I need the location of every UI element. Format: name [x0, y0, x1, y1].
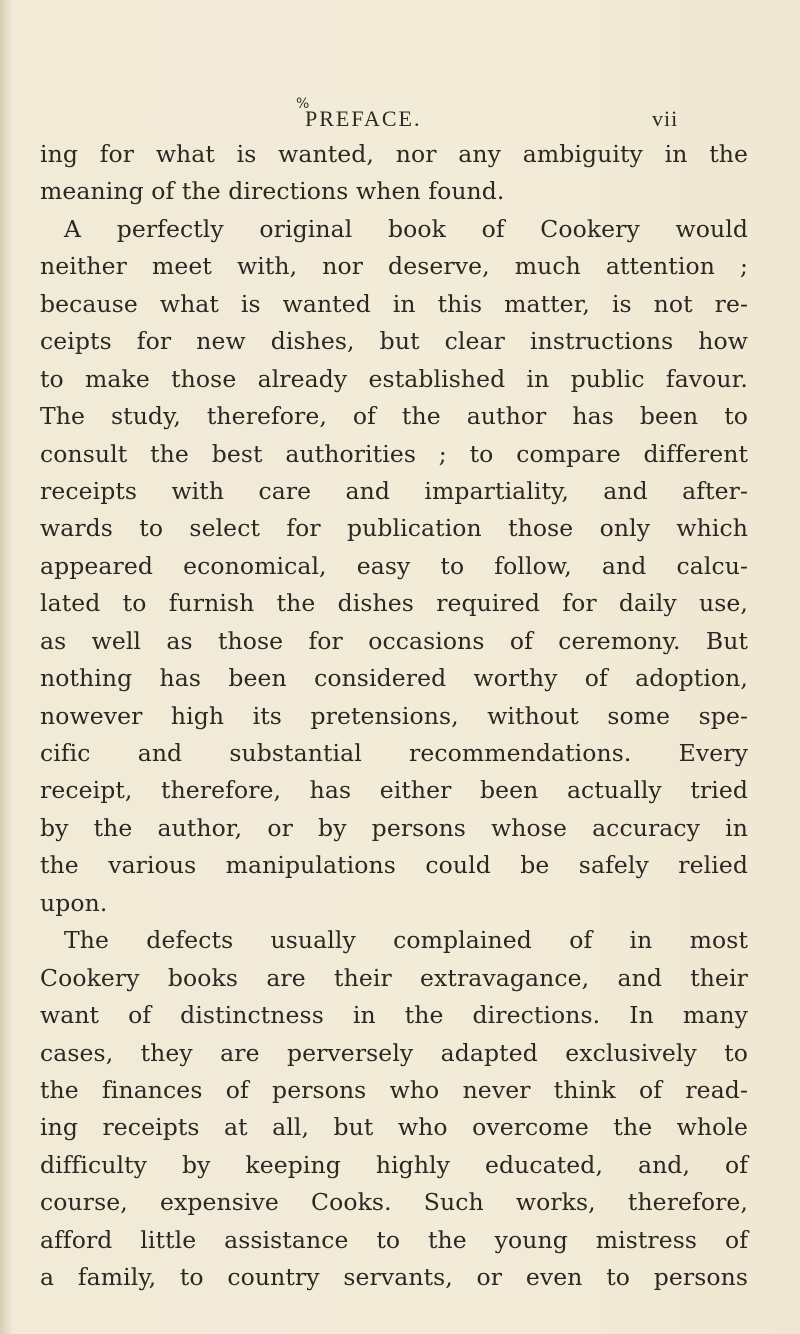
text-line: ing for what is wanted, nor any ambiguity in the: [40, 140, 748, 168]
text-line: nowever high its pretensions, without some spe-: [40, 701, 748, 730]
text-line: ceipts for new dishes, but clear instructions how: [40, 327, 748, 356]
header-mark: %: [296, 96, 310, 112]
text-line: course, expensive Cooks. Such works, therefore,: [40, 1188, 748, 1217]
text-line: meaning of the directions when found.: [40, 177, 505, 206]
text-line: the various manipulations could be safely relied: [40, 851, 748, 880]
page-gutter: [0, 0, 12, 1334]
text-line: as well as those for occasions of ceremony. But: [40, 626, 748, 655]
text-line: A perfectly original book of Cookery would: [64, 214, 748, 243]
running-head: PREFACE.: [305, 106, 422, 131]
text-line: The defects usually complained of in most: [64, 926, 748, 955]
page-number: vii: [652, 106, 679, 131]
text-line: consult the best authorities ; to compare different: [40, 439, 748, 468]
text-line: lated to furnish the dishes required for daily use,: [40, 589, 748, 618]
text-line: because what is wanted in this matter, is not re-: [40, 289, 748, 318]
text-line: afford little assistance to the young mistress of: [40, 1225, 748, 1254]
text-line: the finances of persons who never think of read-: [40, 1075, 748, 1104]
text-line: to make those already established in public favour.: [40, 364, 748, 393]
text-line: want of distinctness in the directions. In many: [40, 1001, 748, 1030]
text-line: nothing has been considered worthy of adoption,: [40, 664, 748, 693]
text-line: cases, they are perversely adapted exclusively to: [40, 1038, 748, 1067]
text-line: neither meet with, nor deserve, much attention ;: [40, 252, 748, 281]
text-line: by the author, or by persons whose accuracy in: [40, 813, 748, 842]
text-line: a family, to country servants, or even to persons: [40, 1263, 748, 1292]
text-line: upon.: [40, 888, 108, 917]
text-line: difficulty by keeping highly educated, and, of: [40, 1150, 748, 1179]
text-line: cific and substantial recommendations. Every: [40, 739, 748, 767]
text-line: Cookery books are their extravagance, and their: [40, 963, 748, 992]
text-line: receipts with care and impartiality, and after-: [40, 476, 748, 505]
text-line: appeared economical, easy to follow, and calcu-: [40, 551, 748, 580]
text-line: wards to select for publication those only which: [40, 514, 748, 543]
text-line: The study, therefore, of the author has been to: [40, 402, 748, 431]
text-line: ing receipts at all, but who overcome the whole: [40, 1113, 748, 1142]
text-line: receipt, therefore, has either been actually tried: [40, 776, 748, 805]
body-text: [40, 136, 748, 1297]
